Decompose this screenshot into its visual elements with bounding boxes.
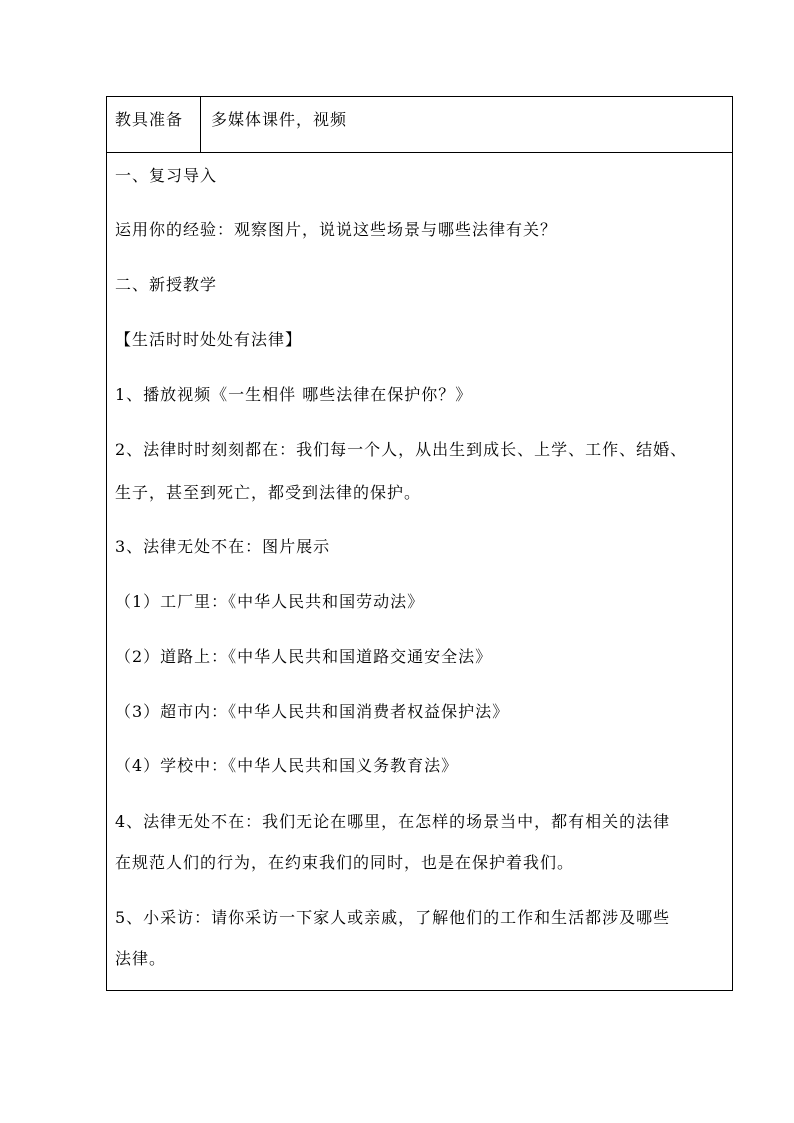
label-text: 教具准备 bbox=[115, 110, 184, 129]
header-row bbox=[107, 97, 732, 153]
paragraph-line: 在规范人们的行为，在约束我们的同时，也是在保护着我们。 bbox=[115, 853, 575, 872]
section-heading: 一、复习导入 bbox=[115, 166, 218, 185]
list-item: （3）超市内：《中华人民共和国消费者权益保护法》 bbox=[115, 702, 510, 721]
paragraph-line: 2、法律时时刻刻都在：我们每一个人，从出生到成长、上学、工作、结婚、 bbox=[115, 440, 688, 459]
paragraph-line: 运用你的经验：观察图片，说说这些场景与哪些法律有关？ bbox=[115, 220, 558, 239]
topic-heading: 【生活时时处处有法律】 bbox=[115, 330, 303, 349]
paragraph-line: 法律。 bbox=[115, 949, 167, 968]
paragraph-line: 4、法律无处不在：我们无论在哪里，在怎样的场景当中，都有相关的法律 bbox=[115, 812, 671, 831]
list-item: （2）道路上：《中华人民共和国道路交通安全法》 bbox=[115, 647, 493, 666]
value-text: 多媒体课件，视频 bbox=[211, 110, 348, 129]
lesson-table bbox=[106, 96, 733, 991]
paragraph-line: 生子，甚至到死亡，都受到法律的保护。 bbox=[115, 483, 422, 502]
paragraph-line: 5、小采访：请你采访一下家人或亲戚，了解他们的工作和生活都涉及哪些 bbox=[115, 908, 671, 927]
section-heading: 二、新授教学 bbox=[115, 275, 218, 294]
label-cell bbox=[107, 97, 201, 152]
list-item: （1）工厂里：《中华人民共和国劳动法》 bbox=[115, 592, 425, 611]
paragraph-line: 1、播放视频《一生相伴 哪些法律在保护你？》 bbox=[115, 385, 473, 404]
list-item: （4）学校中：《中华人民共和国义务教育法》 bbox=[115, 756, 459, 775]
paragraph-line: 3、法律无处不在：图片展示 bbox=[115, 537, 331, 556]
